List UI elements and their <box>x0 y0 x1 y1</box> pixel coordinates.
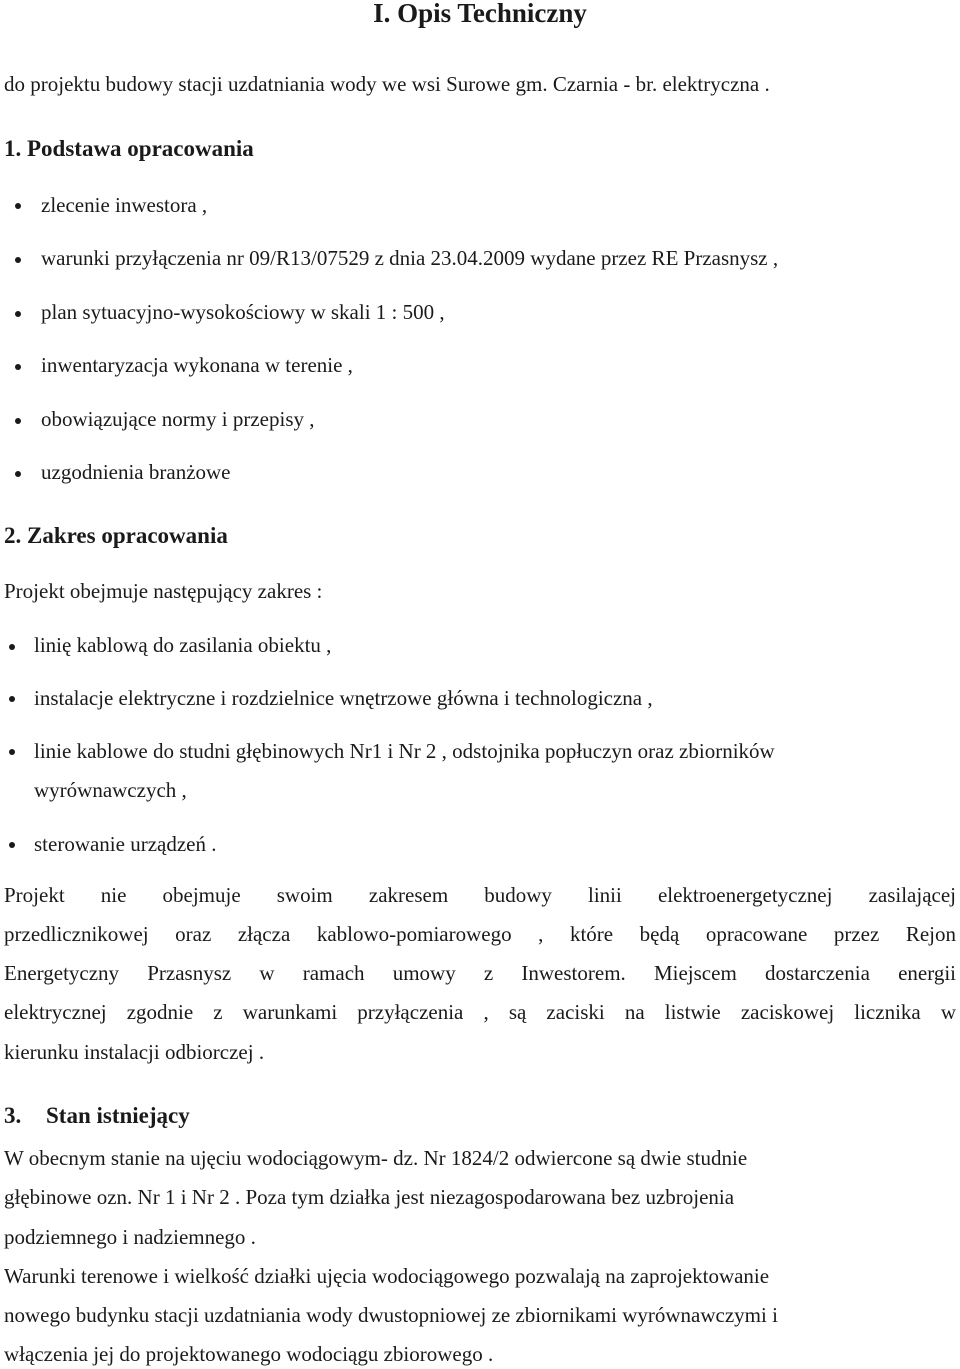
paragraph-line: Warunki terenowe i wielkość działki ujęcia wodociągowego pozwalają na zaprojektowanie <box>4 1264 770 1288</box>
list-item: instalacje elektryczne i rozdzielnice wnętrzowe główna i technologiczna , <box>34 686 653 710</box>
intro-line: do projektu budowy stacji uzdatniania wody we wsi Surowe gm. Czarnia - br. elektryczna . <box>4 72 770 96</box>
paragraph-line: podziemnego i nadziemnego . <box>4 1225 256 1249</box>
list-item: linie kablowe do studni głębinowych Nr1 i Nr 2 , odstojnika popłuczyn oraz zbiorników <box>34 739 775 763</box>
list-item: linię kablową do zasilania obiektu , <box>34 633 332 657</box>
section-1-heading: 1. Podstawa opracowania <box>4 136 254 161</box>
bullet-icon <box>15 364 21 370</box>
section-2-lead: Projekt obejmuje następujący zakres : <box>4 579 323 603</box>
paragraph-line: kierunku instalacji odbiorczej . <box>4 1040 265 1064</box>
bullet-icon <box>15 418 21 424</box>
list-item: plan sytuacyjno-wysokościowy w skali 1 : 500 , <box>41 300 445 324</box>
bullet-icon <box>15 203 21 209</box>
paragraph-line: elektrycznej zgodnie z warunkami przyłączenia , są zaciski na listwie zaciskowej licznika w <box>4 1000 956 1024</box>
list-item: obowiązujące normy i przepisy , <box>41 407 315 431</box>
section-3-heading: Stan istniejący <box>46 1103 190 1128</box>
paragraph-line: nowego budynku stacji uzdatniania wody dwustopniowej ze zbiornikami wyrównawczymi i <box>4 1303 778 1327</box>
bullet-icon <box>15 311 21 317</box>
bullet-icon <box>9 842 15 848</box>
paragraph-line: Energetyczny Przasnysz w ramach umowy z Inwestorem. Miejscem dostarczenia energii <box>4 961 956 985</box>
bullet-icon <box>9 749 15 755</box>
bullet-icon <box>9 644 15 650</box>
page-title: I. Opis Techniczny <box>373 0 587 28</box>
bullet-icon <box>15 471 21 477</box>
list-item-continuation: wyrównawczych , <box>34 778 187 802</box>
section-3-number: 3. <box>4 1103 22 1128</box>
list-item: warunki przyłączenia nr 09/R13/07529 z dnia 23.04.2009 wydane przez RE Przasnysz , <box>41 246 779 270</box>
paragraph-line: Projekt nie obejmuje swoim zakresem budowy linii elektroenergetycznej zasilającej <box>4 883 956 907</box>
paragraph-line: głębinowe ozn. Nr 1 i Nr 2 . Poza tym działka jest niezagospodarowana bez uzbrojenia <box>4 1185 735 1209</box>
list-item: uzgodnienia branżowe <box>41 460 231 484</box>
section-2-heading: 2. Zakres opracowania <box>4 523 228 548</box>
paragraph-line: włączenia jej do projektowanego wodociągu zbiorowego . <box>4 1342 494 1366</box>
paragraph-line: W obecnym stanie na ujęciu wodociągowym- dz. Nr 1824/2 odwiercone są dwie studnie <box>4 1146 748 1170</box>
list-item: zlecenie inwestora , <box>41 193 208 217</box>
list-item: sterowanie urządzeń . <box>34 832 217 856</box>
bullet-icon <box>9 696 15 702</box>
bullet-icon <box>15 257 21 263</box>
paragraph-line: przedlicznikowej oraz złącza kablowo-pomiarowego , które będą opracowane przez Rejon <box>4 922 956 946</box>
list-item: inwentaryzacja wykonana w terenie , <box>41 353 353 377</box>
